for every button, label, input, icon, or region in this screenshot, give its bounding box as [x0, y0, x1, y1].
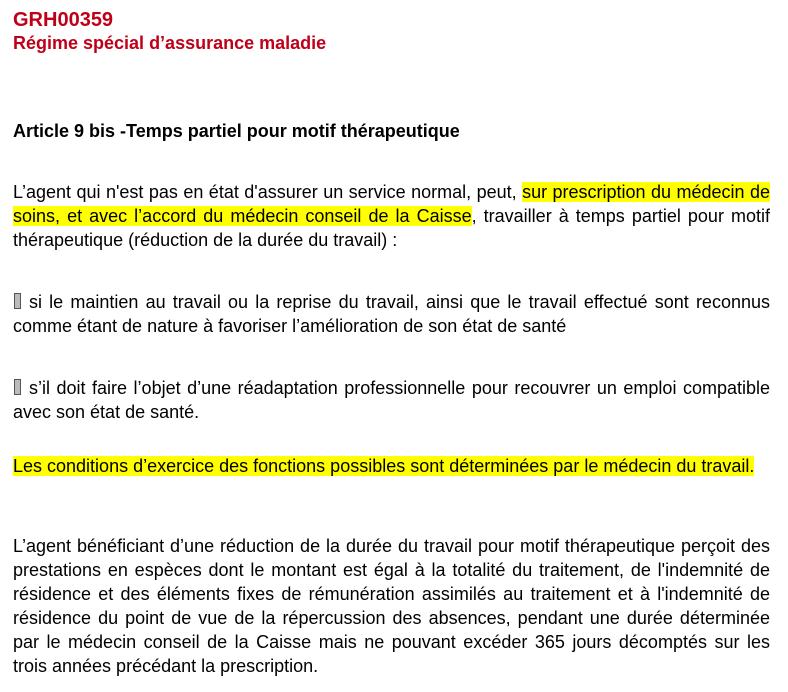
highlighted-text: Les conditions d’exercice des fonctions possibles sont déterminées par le médecin du travail.	[13, 456, 755, 476]
document-title: Régime spécial d’assurance maladie	[13, 33, 327, 53]
bullet-item-text: si le maintien au travail ou la reprise du travail, ainsi que le travail effectué sont reconnus comme étant de nature à favoriser l’amélioration de son état de santé	[13, 292, 770, 336]
paragraph-intro	[13, 180, 770, 252]
bullet-item	[13, 376, 770, 424]
highlighted-text: sur prescription du médecin de soins, et avec l’accord du médecin conseil de la Caisse	[13, 182, 770, 226]
document-code: GRH00359	[13, 9, 114, 31]
paragraph-conditions	[13, 454, 770, 478]
paragraph-intro-text: L’agent qui n'est pas en état d'assurer un service normal, peut,	[13, 182, 523, 202]
document-page	[13, 8, 770, 676]
bullet-item-text: s’il doit faire l’objet d’une réadaptation professionnelle pour recouvrer un emploi compatible avec son état de santé.	[13, 378, 770, 422]
bullet-item	[13, 290, 770, 338]
paragraph-benefits: L’agent bénéficiant d’une réduction de la durée du travail pour motif thérapeutique perçoit des prestations en espèces dont le montant est égal à la totalité du traitement, de l'indemnité de résidence et des éléments fixes de rémunération assimilés au traitement et à l'indemnité de résidence du point de vue de la répercussion des absences, pendant une durée déterminée par le médecin conseil de la Caisse mais ne pouvant excéder 365 jours décomptés sur les trois années précédant la prescription.	[13, 536, 770, 676]
bullet-placeholder-icon	[14, 379, 21, 395]
paragraph-intro-continuation: , travailler à temps partiel pour motif thérapeutique (réduction de la durée du travail) :	[13, 206, 770, 250]
article-title: Article 9 bis -Temps partiel pour motif thérapeutique	[13, 121, 460, 141]
bullet-placeholder-icon	[14, 293, 21, 309]
